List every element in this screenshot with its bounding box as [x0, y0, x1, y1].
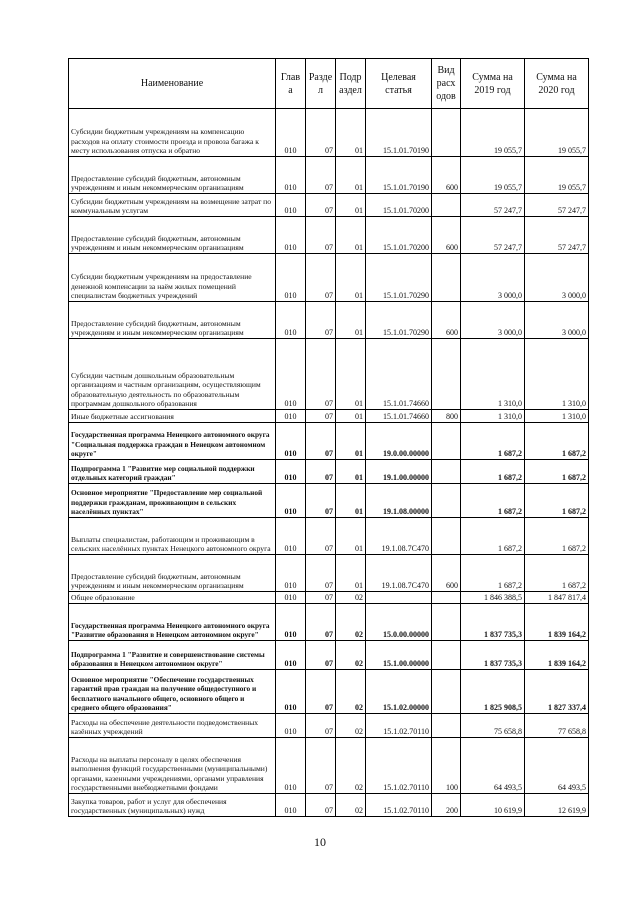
cell-section: 07 — [306, 670, 336, 714]
cell-sum-2020: 1 827 337,4 — [525, 670, 589, 714]
cell-target-item: 15.1.01.70290 — [366, 302, 432, 339]
table-row — [69, 592, 589, 604]
table-row — [69, 302, 589, 339]
cell-chapter: 010 — [276, 460, 306, 484]
cell-expense-type — [432, 423, 461, 460]
header-sum-2020: Сумма на 2020 год — [525, 59, 589, 109]
cell-name: Расходы на обеспечение деятельности подведомственных казённых учреждений — [69, 714, 276, 738]
cell-target-item: 15.1.01.70200 — [366, 194, 432, 217]
cell-sum-2019: 75 658,8 — [461, 714, 525, 738]
cell-sum-2020: 1 847 817,4 — [525, 592, 589, 604]
cell-section: 07 — [306, 555, 336, 592]
cell-chapter: 010 — [276, 670, 306, 714]
cell-name: Общее образование — [69, 592, 276, 604]
cell-name: Субсидии бюджетным учреждениям на предоставление денежной компенсации за наём жилых помещений специалистам бюджетных учреждений — [69, 254, 276, 302]
table-header-row — [69, 59, 589, 109]
cell-sum-2020: 77 658,8 — [525, 714, 589, 738]
header-sum-2019: Сумма на 2019 год — [461, 59, 525, 109]
cell-expense-type — [432, 518, 461, 555]
page-number: 10 — [314, 835, 326, 849]
cell-subsection: 01 — [336, 109, 366, 157]
cell-sum-2019: 1 687,2 — [461, 555, 525, 592]
cell-name: Субсидии частным дошкольным образовательным организациям и частным организациям, осуществляющим образовательную деятельность по образовательным программам дошкольного образования — [69, 339, 276, 410]
table-row — [69, 254, 589, 302]
table-row — [69, 217, 589, 254]
cell-sum-2019: 3 000,0 — [461, 302, 525, 339]
cell-subsection: 02 — [336, 670, 366, 714]
table-row — [69, 641, 589, 670]
cell-sum-2020: 1 839 164,2 — [525, 641, 589, 670]
cell-chapter: 010 — [276, 794, 306, 817]
cell-chapter: 010 — [276, 738, 306, 794]
table-row — [69, 555, 589, 592]
cell-name: Субсидии бюджетным учреждениям на возмещение затрат по коммунальным услугам — [69, 194, 276, 217]
table-row — [69, 484, 589, 518]
table-row — [69, 714, 589, 738]
cell-chapter: 010 — [276, 157, 306, 194]
cell-subsection: 01 — [336, 194, 366, 217]
cell-expense-type — [432, 484, 461, 518]
table-row — [69, 460, 589, 484]
cell-target-item: 19.1.08.7С470 — [366, 555, 432, 592]
cell-subsection: 01 — [336, 302, 366, 339]
cell-section: 07 — [306, 714, 336, 738]
cell-name: Государственная программа Ненецкого автономного округа "Развитие образования в Ненецком автономном округе" — [69, 604, 276, 641]
cell-subsection: 02 — [336, 738, 366, 794]
cell-name: Основное мероприятие "Предоставление мер социальной поддержки гражданам, проживающим в сельских населённых пунктах" — [69, 484, 276, 518]
cell-sum-2019: 1 687,2 — [461, 518, 525, 555]
cell-expense-type — [432, 604, 461, 641]
cell-section: 07 — [306, 254, 336, 302]
cell-expense-type — [432, 670, 461, 714]
cell-subsection: 01 — [336, 423, 366, 460]
cell-sum-2020: 1 687,2 — [525, 518, 589, 555]
cell-section: 07 — [306, 109, 336, 157]
cell-sum-2020: 1 687,2 — [525, 555, 589, 592]
header-section: Разде л — [306, 59, 336, 109]
cell-chapter: 010 — [276, 604, 306, 641]
cell-sum-2020: 57 247,7 — [525, 217, 589, 254]
cell-subsection: 02 — [336, 604, 366, 641]
header-subsection: Подр аздел — [336, 59, 366, 109]
cell-sum-2020: 1 687,2 — [525, 460, 589, 484]
cell-expense-type: 600 — [432, 302, 461, 339]
cell-subsection: 01 — [336, 484, 366, 518]
cell-target-item: 15.1.01.70190 — [366, 157, 432, 194]
cell-subsection: 01 — [336, 217, 366, 254]
cell-sum-2020: 57 247,7 — [525, 194, 589, 217]
cell-sum-2019: 19 055,7 — [461, 157, 525, 194]
cell-subsection: 01 — [336, 157, 366, 194]
cell-name: Подпрограмма 1 "Развитие мер социальной поддержки отдельных категорий граждан" — [69, 460, 276, 484]
table-row — [69, 157, 589, 194]
cell-name: Основное мероприятие "Обеспечение государственных гарантий прав граждан на получение общедоступного и бесплатного начального общего, основного общего и среднего общего образования" — [69, 670, 276, 714]
cell-name: Иные бюджетные ассигнования — [69, 410, 276, 423]
table-row — [69, 670, 589, 714]
cell-subsection: 01 — [336, 254, 366, 302]
cell-target-item: 15.1.00.00000 — [366, 641, 432, 670]
cell-target-item: 19.1.00.00000 — [366, 460, 432, 484]
table-row — [69, 410, 589, 423]
cell-target-item — [366, 592, 432, 604]
table-row — [69, 604, 589, 641]
cell-sum-2020: 12 619,9 — [525, 794, 589, 817]
cell-chapter: 010 — [276, 302, 306, 339]
cell-chapter: 010 — [276, 423, 306, 460]
cell-chapter: 010 — [276, 410, 306, 423]
cell-expense-type — [432, 194, 461, 217]
cell-sum-2020: 19 055,7 — [525, 157, 589, 194]
cell-target-item: 15.1.02.00000 — [366, 670, 432, 714]
cell-target-item: 15.1.02.70110 — [366, 794, 432, 817]
cell-expense-type — [432, 254, 461, 302]
table-body — [69, 109, 589, 817]
cell-expense-type: 800 — [432, 410, 461, 423]
cell-section: 07 — [306, 738, 336, 794]
cell-target-item: 19.1.08.00000 — [366, 484, 432, 518]
cell-chapter: 010 — [276, 641, 306, 670]
cell-sum-2020: 64 493,5 — [525, 738, 589, 794]
header-chapter: Глав а — [276, 59, 306, 109]
cell-chapter: 010 — [276, 518, 306, 555]
cell-target-item: 15.1.01.74660 — [366, 339, 432, 410]
cell-sum-2019: 1 825 908,5 — [461, 670, 525, 714]
table-row — [69, 738, 589, 794]
cell-sum-2020: 1 310,0 — [525, 339, 589, 410]
cell-chapter: 010 — [276, 217, 306, 254]
cell-expense-type: 100 — [432, 738, 461, 794]
cell-sum-2019: 1 687,2 — [461, 423, 525, 460]
cell-section: 07 — [306, 410, 336, 423]
cell-section: 07 — [306, 460, 336, 484]
cell-sum-2019: 57 247,7 — [461, 217, 525, 254]
cell-sum-2020: 1 687,2 — [525, 484, 589, 518]
cell-sum-2019: 1 310,0 — [461, 339, 525, 410]
header-target-item: Целевая статья — [366, 59, 432, 109]
budget-table — [68, 58, 589, 817]
cell-subsection: 02 — [336, 592, 366, 604]
table-row — [69, 794, 589, 817]
cell-section: 07 — [306, 157, 336, 194]
cell-sum-2019: 1 846 388,5 — [461, 592, 525, 604]
cell-chapter: 010 — [276, 109, 306, 157]
table-row — [69, 518, 589, 555]
cell-section: 07 — [306, 518, 336, 555]
cell-section: 07 — [306, 339, 336, 410]
cell-name: Выплаты специалистам, работающим и проживающим в сельских населённых пунктах Ненецкого автономного округа — [69, 518, 276, 555]
cell-expense-type: 200 — [432, 794, 461, 817]
header-expense-type: Вид расх одов — [432, 59, 461, 109]
cell-section: 07 — [306, 217, 336, 254]
cell-chapter: 010 — [276, 484, 306, 518]
cell-sum-2019: 1 687,2 — [461, 460, 525, 484]
cell-chapter: 010 — [276, 592, 306, 604]
cell-subsection: 01 — [336, 410, 366, 423]
cell-name: Государственная программа Ненецкого автономного округа "Социальная поддержка граждан в Ненецком автономном округе" — [69, 423, 276, 460]
cell-sum-2019: 1 310,0 — [461, 410, 525, 423]
cell-chapter: 010 — [276, 339, 306, 410]
cell-target-item: 15.1.02.70110 — [366, 714, 432, 738]
cell-chapter: 010 — [276, 254, 306, 302]
cell-expense-type — [432, 641, 461, 670]
cell-section: 07 — [306, 302, 336, 339]
cell-target-item: 15.1.01.74660 — [366, 410, 432, 423]
cell-expense-type: 600 — [432, 217, 461, 254]
table-row — [69, 109, 589, 157]
cell-name: Закупка товаров, работ и услуг для обеспечения государственных (муниципальных) нужд — [69, 794, 276, 817]
header-name: Наименование — [69, 59, 276, 109]
cell-expense-type — [432, 460, 461, 484]
cell-sum-2020: 1 687,2 — [525, 423, 589, 460]
cell-subsection: 02 — [336, 794, 366, 817]
cell-name: Предоставление субсидий бюджетным, автономным учреждениям и иным некоммерческим организациям — [69, 555, 276, 592]
cell-sum-2019: 57 247,7 — [461, 194, 525, 217]
cell-section: 07 — [306, 604, 336, 641]
budget-table-sheet — [68, 58, 588, 817]
cell-name: Предоставление субсидий бюджетным, автономным учреждениям и иным некоммерческим организациям — [69, 302, 276, 339]
cell-chapter: 010 — [276, 555, 306, 592]
cell-section: 07 — [306, 423, 336, 460]
cell-expense-type — [432, 592, 461, 604]
cell-expense-type — [432, 109, 461, 157]
cell-target-item: 15.1.01.70200 — [366, 217, 432, 254]
cell-subsection: 01 — [336, 460, 366, 484]
cell-sum-2019: 19 055,7 — [461, 109, 525, 157]
cell-subsection: 01 — [336, 518, 366, 555]
cell-chapter: 010 — [276, 194, 306, 217]
cell-section: 07 — [306, 592, 336, 604]
cell-target-item: 15.1.01.70290 — [366, 254, 432, 302]
cell-sum-2020: 3 000,0 — [525, 254, 589, 302]
cell-target-item: 15.0.00.00000 — [366, 604, 432, 641]
cell-sum-2020: 19 055,7 — [525, 109, 589, 157]
cell-expense-type — [432, 339, 461, 410]
cell-target-item: 15.1.02.70110 — [366, 738, 432, 794]
table-row — [69, 194, 589, 217]
table-row — [69, 423, 589, 460]
cell-sum-2019: 1 687,2 — [461, 484, 525, 518]
cell-expense-type: 600 — [432, 555, 461, 592]
cell-section: 07 — [306, 794, 336, 817]
cell-name: Предоставление субсидий бюджетным, автономным учреждениям и иным некоммерческим организациям — [69, 157, 276, 194]
cell-subsection: 02 — [336, 641, 366, 670]
cell-section: 07 — [306, 484, 336, 518]
cell-name: Субсидии бюджетным учреждениям на компенсацию расходов на оплату стоимости проезда и провоза багажа к месту использования отпуска и обратно — [69, 109, 276, 157]
cell-sum-2019: 10 619,9 — [461, 794, 525, 817]
cell-target-item: 19.0.00.00000 — [366, 423, 432, 460]
cell-name: Расходы на выплаты персоналу в целях обеспечения выполнения функций государственными (муниципальными) органами, казенными учреждениями, органами управления государственными внебюджетными фондами — [69, 738, 276, 794]
cell-section: 07 — [306, 194, 336, 217]
cell-expense-type — [432, 714, 461, 738]
cell-expense-type: 600 — [432, 157, 461, 194]
cell-target-item: 19.1.08.7С470 — [366, 518, 432, 555]
cell-subsection: 02 — [336, 714, 366, 738]
cell-subsection: 01 — [336, 339, 366, 410]
cell-sum-2020: 1 310,0 — [525, 410, 589, 423]
table-row — [69, 339, 589, 410]
cell-target-item: 15.1.01.70190 — [366, 109, 432, 157]
cell-sum-2019: 3 000,0 — [461, 254, 525, 302]
cell-sum-2020: 1 839 164,2 — [525, 604, 589, 641]
cell-name: Предоставление субсидий бюджетным, автономным учреждениям и иным некоммерческим организациям — [69, 217, 276, 254]
cell-sum-2019: 64 493,5 — [461, 738, 525, 794]
cell-chapter: 010 — [276, 714, 306, 738]
cell-section: 07 — [306, 641, 336, 670]
cell-sum-2019: 1 837 735,3 — [461, 641, 525, 670]
cell-sum-2019: 1 837 735,3 — [461, 604, 525, 641]
cell-name: Подпрограмма 1 "Развитие и совершенствование системы образования в Ненецком автономном округе" — [69, 641, 276, 670]
cell-subsection: 01 — [336, 555, 366, 592]
cell-sum-2020: 3 000,0 — [525, 302, 589, 339]
